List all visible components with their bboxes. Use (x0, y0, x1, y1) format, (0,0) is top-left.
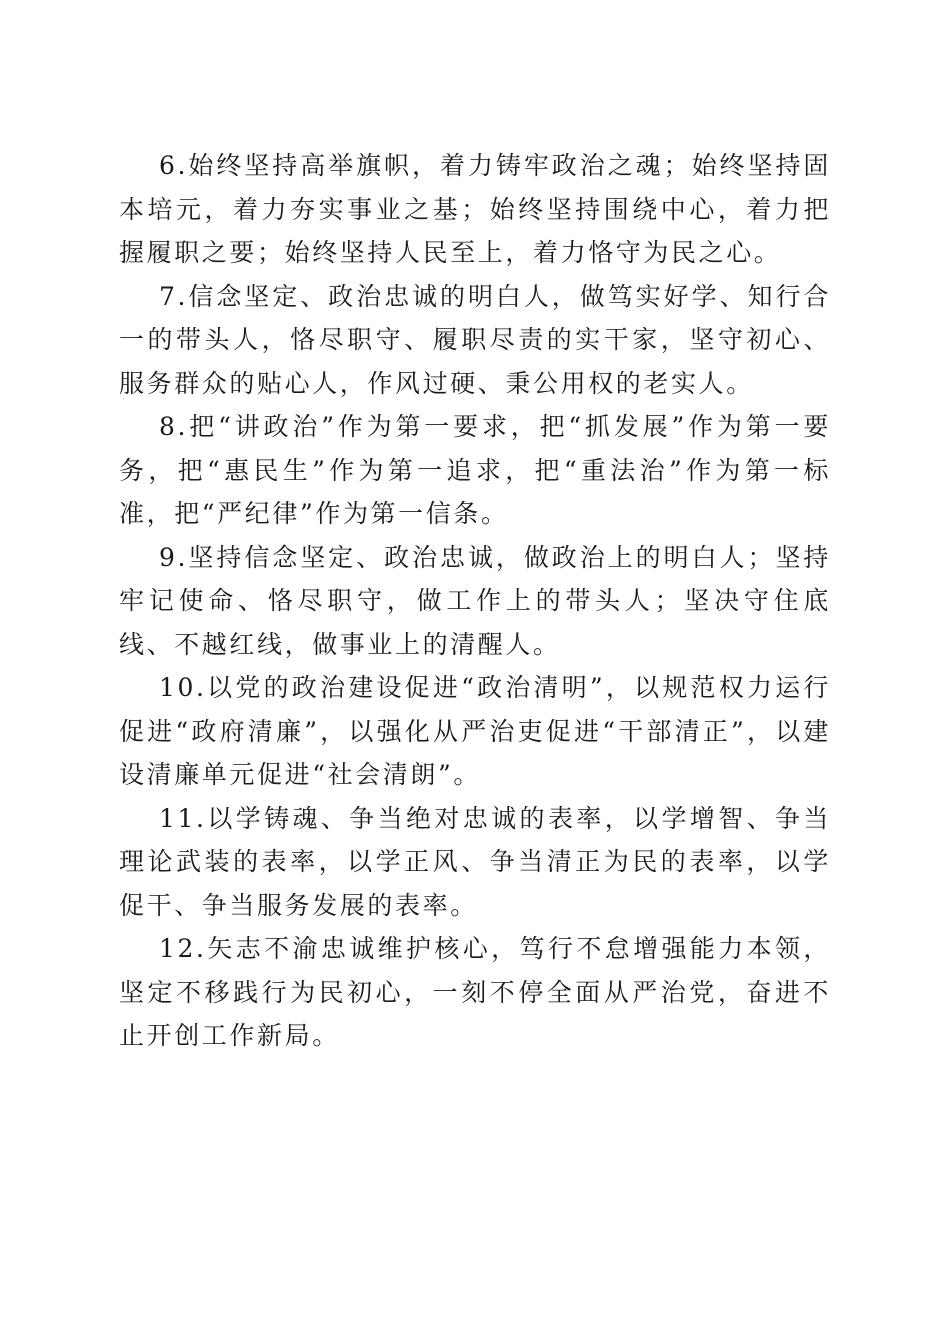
document-body (119, 144, 831, 1058)
paragraph-10: 10.以党的政治建设促进“政治清明”，以规范权力运行促进“政府清廉”，以强化从严治吏促进“干部清正”，以建设清廉单元促进“社会清朗”。 (119, 673, 831, 789)
paragraph-9: 9.坚持信念坚定、政治忠诚，做政治上的明白人；坚持牢记使命、恪尽职守，做工作上的带头人；坚决守住底线、不越红线，做事业上的清醒人。 (119, 542, 831, 659)
paragraph-11: 11.以学铸魂、争当绝对忠诚的表率，以学增智、争当理论武装的表率，以学正风、争当清正为民的表率，以学促干、争当服务发展的表率。 (119, 803, 831, 920)
paragraph-6: 6.始终坚持高举旗帜，着力铸牢政治之魂；始终坚持固本培元，着力夯实事业之基；始终坚持围绕中心，着力把握履职之要；始终坚持人民至上，着力恪守为民之心。 (119, 151, 831, 267)
paragraph-12: 12.矢志不渝忠诚维护核心，笃行不怠增强能力本领，坚定不移践行为民初心，一刻不停全面从严治党，奋进不止开创工作新局。 (119, 934, 831, 1050)
paragraph-7: 7.信念坚定、政治忠诚的明白人，做笃实好学、知行合一的带头人，恪尽职守、履职尽责的实干家，坚守初心、服务群众的贴心人，作风过硬、秉公用权的老实人。 (119, 281, 831, 398)
paragraph-8: 8.把“讲政治”作为第一要求，把“抓发展”作为第一要务，把“惠民生”作为第一追求，把“重法治”作为第一标准，把“严纪律”作为第一信条。 (119, 412, 831, 528)
